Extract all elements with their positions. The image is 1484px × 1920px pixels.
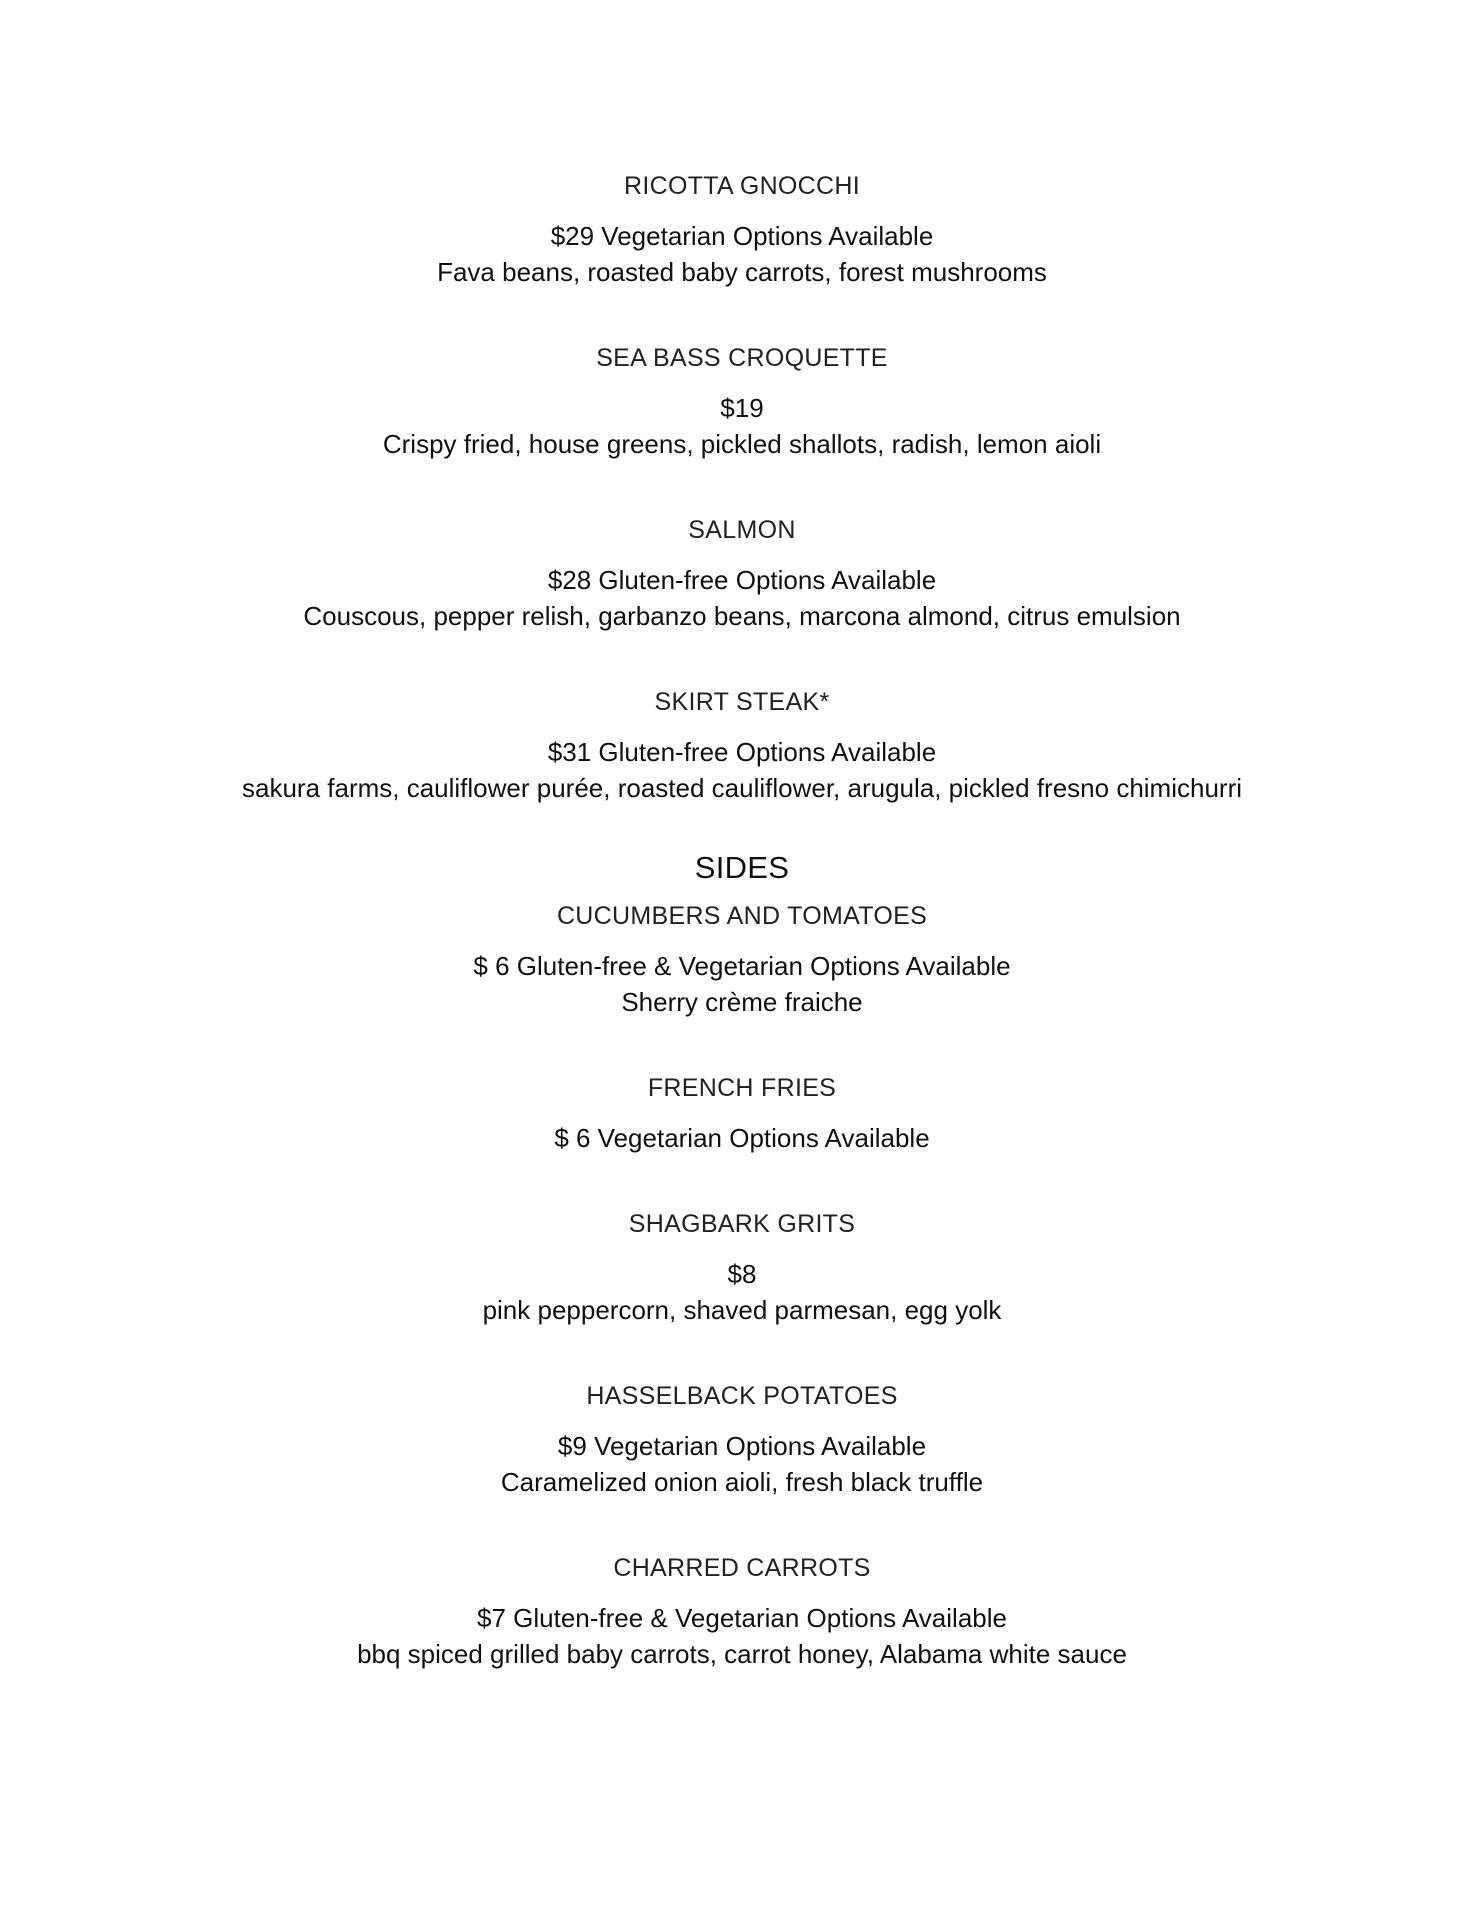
menu-item-skirt-steak bbox=[0, 686, 1484, 806]
item-description: Fava beans, roasted baby carrots, forest mushrooms bbox=[437, 257, 1047, 287]
item-price: $8 bbox=[727, 1259, 757, 1289]
menu-item-hasselback-potatoes bbox=[0, 1380, 1484, 1500]
item-price: $31 Gluten-free Options Available bbox=[547, 737, 937, 767]
item-price: $ 6 Vegetarian Options Available bbox=[554, 1123, 930, 1153]
item-description: Sherry crème fraiche bbox=[621, 987, 863, 1017]
item-price: $29 Vegetarian Options Available bbox=[550, 221, 934, 251]
item-name: FRENCH FRIES bbox=[647, 1074, 837, 1102]
item-description: bbq spiced grilled baby carrots, carrot honey, Alabama white sauce bbox=[357, 1639, 1127, 1669]
menu-item-shagbark-grits bbox=[0, 1208, 1484, 1328]
item-name: RICOTTA GNOCCHI bbox=[624, 172, 860, 200]
item-price: $9 Vegetarian Options Available bbox=[557, 1431, 927, 1461]
item-description: pink peppercorn, shaved parmesan, egg yolk bbox=[482, 1295, 1002, 1325]
menu-list bbox=[0, 170, 1484, 1724]
menu-item-cucumbers-and-tomatoes bbox=[0, 900, 1484, 1020]
menu-item-ricotta-gnocchi bbox=[0, 170, 1484, 290]
menu-item-sea-bass-croquette bbox=[0, 342, 1484, 462]
item-description: Crispy fried, house greens, pickled shallots, radish, lemon aioli bbox=[382, 429, 1102, 459]
item-name: CHARRED CARROTS bbox=[613, 1554, 871, 1582]
menu-item-salmon bbox=[0, 514, 1484, 634]
item-description: Caramelized onion aioli, fresh black truffle bbox=[500, 1467, 984, 1497]
sides-section-title: SIDES bbox=[694, 850, 790, 885]
menu-item-charred-carrots bbox=[0, 1552, 1484, 1672]
item-name: SALMON bbox=[688, 516, 796, 544]
item-name: SEA BASS CROQUETTE bbox=[596, 344, 888, 372]
item-description: sakura farms, cauliflower purée, roasted cauliflower, arugula, pickled fresno chimichurri bbox=[242, 773, 1242, 803]
item-name: SKIRT STEAK* bbox=[654, 688, 830, 716]
item-description: Couscous, pepper relish, garbanzo beans, marcona almond, citrus emulsion bbox=[303, 601, 1181, 631]
item-name: SHAGBARK GRITS bbox=[628, 1210, 856, 1238]
item-price: $28 Gluten-free Options Available bbox=[547, 565, 937, 595]
menu-item-french-fries bbox=[0, 1072, 1484, 1156]
item-price: $7 Gluten-free & Vegetarian Options Available bbox=[477, 1603, 1007, 1633]
item-price: $19 bbox=[720, 393, 764, 423]
item-name: HASSELBACK POTATOES bbox=[586, 1382, 898, 1410]
item-name: CUCUMBERS AND TOMATOES bbox=[556, 902, 928, 930]
item-price: $ 6 Gluten-free & Vegetarian Options Available bbox=[473, 951, 1011, 981]
